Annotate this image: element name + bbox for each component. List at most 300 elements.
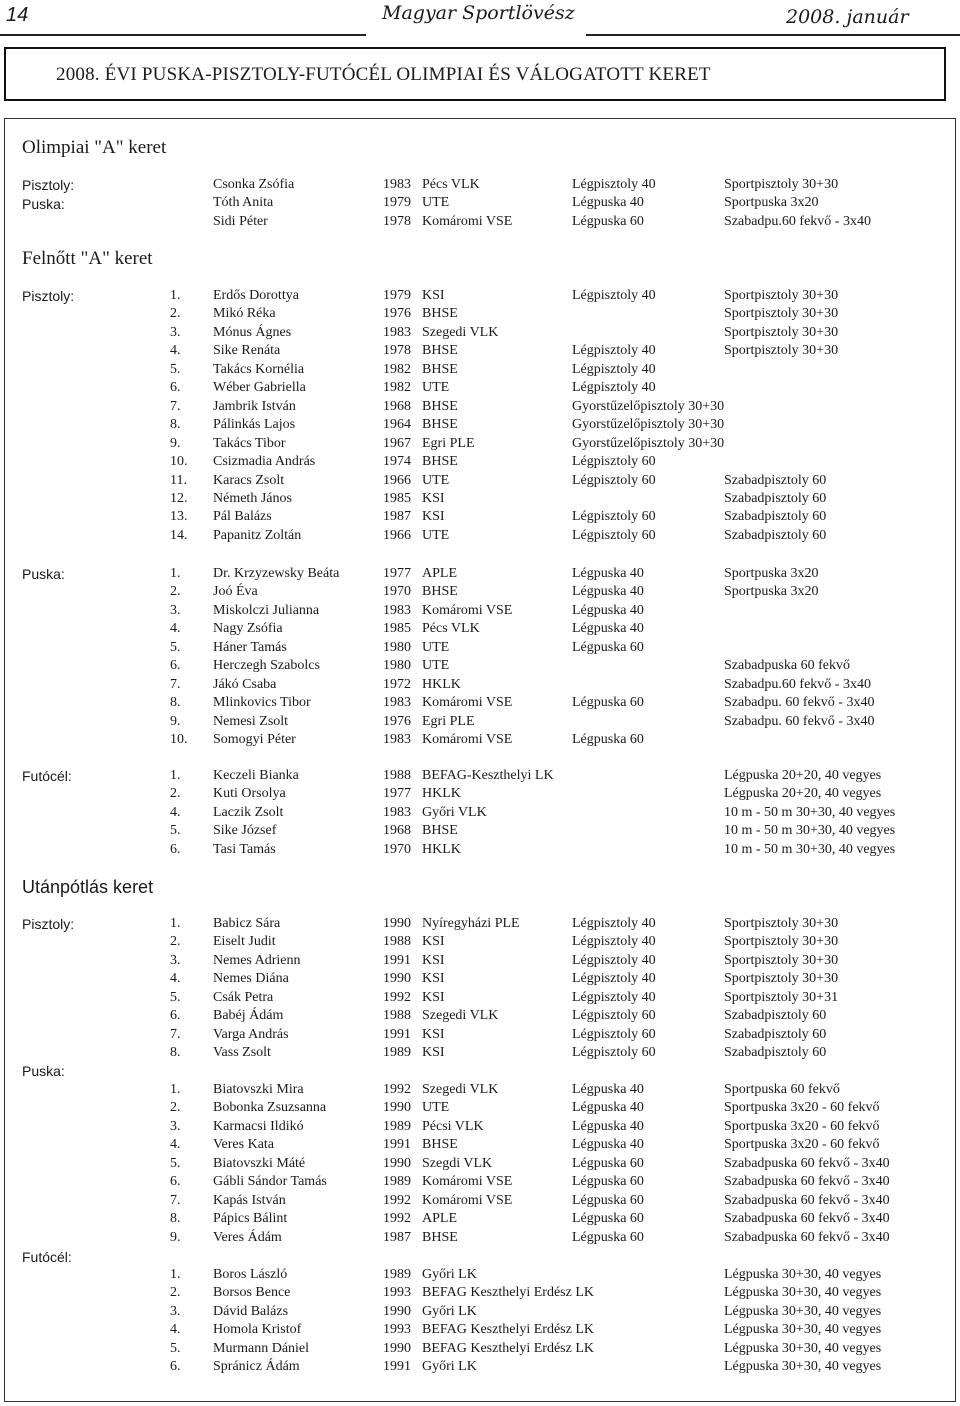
club-name: Pécs VLK <box>422 621 480 637</box>
athlete-name: Dr. Krzyzewsky Beáta <box>213 566 340 581</box>
event-secondary: Szabadpuska 60 fekvő - 3x40 <box>724 1192 890 1208</box>
club-name: Szegedi VLK <box>422 1082 499 1097</box>
athlete-name: Németh János <box>213 490 292 506</box>
birth-year: 1989 <box>383 1045 411 1061</box>
birth-year: 1991 <box>383 1026 411 1042</box>
event-secondary: Sportpuska 60 fekvő <box>724 1082 840 1097</box>
event-secondary: Sportpisztoly 30+30 <box>724 971 839 987</box>
athlete-name: Dávid Balázs <box>213 1303 289 1319</box>
magazine-title: Magyar Sportlövész <box>382 2 575 24</box>
event-secondary: Sportpisztoly 30+30 <box>724 324 839 340</box>
birth-year: 1966 <box>383 527 411 543</box>
athlete-name: Laczik Zsolt <box>213 804 284 820</box>
category-label: Pisztoly: <box>22 288 75 304</box>
birth-year: 1979 <box>383 195 411 211</box>
event-secondary: Légpuska 20+20, 40 vegyes <box>724 768 882 783</box>
birth-year: 1990 <box>383 1155 411 1171</box>
event-secondary: Sportpisztoly 30+30 <box>724 916 839 931</box>
birth-year: 1983 <box>383 177 411 192</box>
club-name: KSI <box>422 971 445 987</box>
row-number: 3. <box>170 324 181 340</box>
row-number: 7. <box>170 398 181 414</box>
row-number: 14. <box>170 527 188 543</box>
event-primary: Légpisztoly 60 <box>572 509 656 525</box>
event-secondary: Szabadpuska 60 fekvő - 3x40 <box>724 1155 890 1171</box>
table-row <box>0 1137 960 1155</box>
table-row <box>0 640 960 658</box>
club-name: Szegdi VLK <box>422 1155 493 1171</box>
athlete-name: Gábli Sándor Tamás <box>213 1174 327 1190</box>
table-row <box>0 990 960 1008</box>
club-name: BHSE <box>422 343 458 359</box>
event-secondary: Sportpisztoly 30+30 <box>724 177 839 192</box>
page-title: 2008. ÉVI PUSKA-PISZTOLY-FUTÓCÉL OLIMPIAI ÉS VÁLOGATOTT KERET <box>56 64 711 85</box>
athlete-name: Karacs Zsolt <box>213 472 285 488</box>
table-row <box>0 934 960 952</box>
row-number: 8. <box>170 1211 181 1227</box>
club-name: APLE <box>422 566 457 581</box>
table-row <box>0 436 960 454</box>
event-primary: Légpuska 40 <box>572 1137 644 1153</box>
row-number: 6. <box>170 841 181 857</box>
club-name: Komáromi VSE <box>422 732 513 748</box>
event-primary: Légpuska 60 <box>572 1192 644 1208</box>
row-number: 1. <box>170 1082 181 1097</box>
club-name: Pécs VLK <box>422 177 480 192</box>
event-secondary: Sportpisztoly 30+30 <box>724 288 839 303</box>
table-row <box>0 1285 960 1303</box>
athlete-name: Varga András <box>213 1026 289 1042</box>
table-row <box>0 380 960 398</box>
athlete-name: Tóth Anita <box>213 195 274 211</box>
row-number: 7. <box>170 1192 181 1208</box>
athlete-name: Mónus Ágnes <box>213 324 292 340</box>
table-row <box>0 1045 960 1063</box>
event-primary: Légpisztoly 60 <box>572 1045 656 1061</box>
athlete-name: Háner Tamás <box>213 639 287 655</box>
birth-year: 1988 <box>383 934 411 950</box>
club-name: KSI <box>422 509 445 525</box>
row-number: 6. <box>170 1008 181 1024</box>
event-primary: Légpisztoly 60 <box>572 1026 656 1042</box>
birth-year: 1991 <box>383 952 411 968</box>
birth-year: 1978 <box>383 213 411 229</box>
table-row <box>0 1267 960 1285</box>
athlete-name: Mikó Réka <box>213 306 276 322</box>
row-number: 5. <box>170 639 181 655</box>
club-name: Győri LK <box>422 1267 477 1282</box>
athlete-name: Takács Tibor <box>213 435 286 451</box>
row-number: 8. <box>170 417 181 433</box>
table-row <box>0 1322 960 1340</box>
row-number: 5. <box>170 1340 181 1356</box>
row-number: 4. <box>170 1137 181 1153</box>
row-number: 6. <box>170 658 181 674</box>
row-number: 10. <box>170 454 188 470</box>
athlete-name: Nemes Adrienn <box>213 952 301 968</box>
birth-year: 1966 <box>383 472 411 488</box>
birth-year: 1972 <box>383 676 411 692</box>
table-row <box>0 658 960 676</box>
birth-year: 1980 <box>383 639 411 655</box>
row-number: 5. <box>170 361 181 377</box>
table-row <box>0 1304 960 1322</box>
event-secondary: Szabadpu.60 fekvő - 3x40 <box>724 676 871 692</box>
event-secondary: Szabadpisztoly 60 <box>724 490 827 506</box>
club-name: Nyíregyházi PLE <box>422 916 520 931</box>
event-secondary: Sportpisztoly 30+30 <box>724 952 839 968</box>
category-label: Puska: <box>22 196 65 212</box>
event-primary: Légpuska 40 <box>572 1082 644 1097</box>
table-row <box>0 325 960 343</box>
table-row <box>0 1211 960 1229</box>
birth-year: 1970 <box>383 841 411 857</box>
club-name: APLE <box>422 1211 457 1227</box>
event-secondary: Légpuska 30+30, 40 vegyes <box>724 1285 882 1301</box>
event-secondary: 10 m - 50 m 30+30, 40 vegyes <box>724 823 896 839</box>
table-row <box>0 214 960 232</box>
birth-year: 1993 <box>383 1285 411 1301</box>
table-row <box>0 768 960 786</box>
club-name: BHSE <box>422 1229 458 1245</box>
athlete-name: Erdős Dorottya <box>213 288 299 303</box>
event-secondary: Szabadpu. 60 fekvő - 3x40 <box>724 713 875 729</box>
row-number: 5. <box>170 823 181 839</box>
club-name: Komáromi VSE <box>422 1174 513 1190</box>
row-number: 9. <box>170 1229 181 1245</box>
club-name: KSI <box>422 288 445 303</box>
page-header <box>0 0 960 40</box>
event-secondary: Sportpuska 3x20 - 60 fekvő <box>724 1118 880 1134</box>
table-row <box>0 621 960 639</box>
event-secondary: Sportpuska 3x20 <box>724 584 819 600</box>
club-name: Győri VLK <box>422 804 487 820</box>
table-row <box>0 566 960 584</box>
athlete-name: Sike József <box>213 823 277 839</box>
event-primary: Légpuska 40 <box>572 602 644 618</box>
birth-year: 1983 <box>383 695 411 711</box>
event-secondary: Szabadpuska 60 fekvő <box>724 658 850 674</box>
event-secondary: Sportpuska 3x20 <box>724 195 819 211</box>
event-primary: Légpuska 40 <box>572 621 644 637</box>
event-primary: Légpuska 60 <box>572 1229 644 1245</box>
table-row <box>0 1156 960 1174</box>
event-secondary: Sportpisztoly 30+30 <box>724 934 839 950</box>
athlete-name: Borsos Bence <box>213 1285 291 1301</box>
event-secondary: Szabadpuska 60 fekvő - 3x40 <box>724 1211 890 1227</box>
birth-year: 1982 <box>383 380 411 396</box>
row-number: 2. <box>170 934 181 950</box>
row-number: 6. <box>170 380 181 396</box>
club-name: UTE <box>422 195 450 211</box>
event-primary: Légpuska 60 <box>572 1174 644 1190</box>
athlete-name: Pálinkás Lajos <box>213 417 296 433</box>
table-row <box>0 714 960 732</box>
page-number: 14 <box>6 4 29 26</box>
row-number: 4. <box>170 971 181 987</box>
athlete-name: Pápics Bálint <box>213 1211 288 1227</box>
table-row <box>0 177 960 195</box>
event-primary: Légpisztoly 40 <box>572 916 656 931</box>
table-row <box>0 1230 960 1248</box>
table-row <box>0 786 960 804</box>
event-primary: Légpuska 60 <box>572 732 644 748</box>
row-number: 9. <box>170 713 181 729</box>
row-number: 12. <box>170 490 188 506</box>
event-primary: Légpisztoly 60 <box>572 1008 656 1024</box>
category-label: Pisztoly: <box>22 916 75 932</box>
birth-year: 1990 <box>383 971 411 987</box>
row-number: 2. <box>170 306 181 322</box>
birth-year: 1974 <box>383 454 411 470</box>
table-row <box>0 1341 960 1359</box>
club-name: Szegedi VLK <box>422 324 499 340</box>
row-number: 5. <box>170 989 181 1005</box>
row-number: 2. <box>170 1100 181 1116</box>
row-number: 13. <box>170 509 188 525</box>
table-row <box>0 584 960 602</box>
birth-year: 1989 <box>383 1118 411 1134</box>
birth-year: 1967 <box>383 435 411 451</box>
athlete-name: Joó Éva <box>213 584 258 600</box>
athlete-name: Herczegh Szabolcs <box>213 658 320 674</box>
club-name: BHSE <box>422 398 458 414</box>
event-primary: Légpuska 40 <box>572 195 644 211</box>
row-number: 6. <box>170 1359 181 1375</box>
row-number: 4. <box>170 621 181 637</box>
birth-year: 1982 <box>383 361 411 377</box>
event-secondary: Sportpuska 3x20 - 60 fekvő <box>724 1100 880 1116</box>
birth-year: 1985 <box>383 621 411 637</box>
birth-year: 1976 <box>383 713 411 729</box>
club-name: BHSE <box>422 417 458 433</box>
event-primary: Gyorstűzelőpisztoly 30+30 <box>572 435 725 451</box>
birth-year: 1980 <box>383 658 411 674</box>
athlete-name: Bobonka Zsuzsanna <box>213 1100 327 1116</box>
athlete-name: Veres Ádám <box>213 1229 282 1245</box>
athlete-name: Babéj Ádám <box>213 1008 284 1024</box>
row-number: 3. <box>170 1303 181 1319</box>
table-row <box>0 603 960 621</box>
club-name: Győri LK <box>422 1303 477 1319</box>
birth-year: 1983 <box>383 602 411 618</box>
table-row <box>0 1193 960 1211</box>
event-secondary: Szabadpuska 60 fekvő - 3x40 <box>724 1229 890 1245</box>
birth-year: 1985 <box>383 490 411 506</box>
table-row <box>0 195 960 213</box>
row-number: 7. <box>170 676 181 692</box>
club-name: BEFAG Keszthelyi Erdész LK <box>422 1340 594 1356</box>
event-primary: Légpisztoly 40 <box>572 361 656 377</box>
section-title-felnott: Felnőtt "A" keret <box>22 248 153 269</box>
birth-year: 1991 <box>383 1359 411 1375</box>
table-row <box>0 1100 960 1118</box>
birth-year: 1992 <box>383 1211 411 1227</box>
club-name: UTE <box>422 527 450 543</box>
event-primary: Légpisztoly 40 <box>572 934 656 950</box>
table-row <box>0 454 960 472</box>
athlete-name: Pál Balázs <box>213 509 272 525</box>
birth-year: 1977 <box>383 566 411 581</box>
event-secondary: Légpuska 30+30, 40 vegyes <box>724 1303 882 1319</box>
table-row <box>0 1119 960 1137</box>
section-title-olimpiai: Olimpiai "A" keret <box>22 137 167 158</box>
athlete-name: Spránicz Ádám <box>213 1359 300 1375</box>
club-name: BHSE <box>422 584 458 600</box>
club-name: KSI <box>422 934 445 950</box>
birth-year: 1990 <box>383 916 411 931</box>
athlete-name: Sike Renáta <box>213 343 281 359</box>
athlete-name: Miskolczi Julianna <box>213 602 320 618</box>
athlete-name: Jambrik István <box>213 398 296 414</box>
athlete-name: Nemes Diána <box>213 971 289 987</box>
athlete-name: Csizmadia András <box>213 454 316 470</box>
club-name: BEFAG Keszthelyi Erdész LK <box>422 1322 594 1338</box>
event-secondary: Sportpisztoly 30+30 <box>724 343 839 359</box>
category-label: Futócél: <box>22 1249 72 1265</box>
row-number: 1. <box>170 916 181 931</box>
athlete-name: Biatovszki Máté <box>213 1155 306 1171</box>
birth-year: 1993 <box>383 1322 411 1338</box>
event-primary: Légpuska 60 <box>572 213 644 229</box>
birth-year: 1979 <box>383 288 411 303</box>
birth-year: 1990 <box>383 1303 411 1319</box>
header-rule-left <box>0 34 366 36</box>
club-name: BHSE <box>422 1137 458 1153</box>
event-secondary: Szabadpisztoly 60 <box>724 527 827 543</box>
club-name: Komáromi VSE <box>422 1192 513 1208</box>
table-row <box>0 473 960 491</box>
table-row <box>0 732 960 750</box>
club-name: HKLK <box>422 841 461 857</box>
athlete-name: Jákó Csaba <box>213 676 277 692</box>
club-name: HKLK <box>422 676 461 692</box>
row-number: 3. <box>170 952 181 968</box>
club-name: KSI <box>422 1026 445 1042</box>
athlete-name: Sidi Péter <box>213 213 268 229</box>
row-number: 2. <box>170 584 181 600</box>
event-primary: Légpuska 40 <box>572 1118 644 1134</box>
athlete-name: Wéber Gabriella <box>213 380 306 396</box>
table-row <box>0 1359 960 1377</box>
event-primary: Légpisztoly 60 <box>572 527 656 543</box>
event-secondary: Szabadpuska 60 fekvő - 3x40 <box>724 1174 890 1190</box>
club-name: HKLK <box>422 786 461 802</box>
table-row <box>0 695 960 713</box>
club-name: Komáromi VSE <box>422 602 513 618</box>
birth-year: 1989 <box>383 1267 411 1282</box>
event-secondary: Szabadpisztoly 60 <box>724 472 827 488</box>
section-title-utanpotlas: Utánpótlás keret <box>22 877 154 897</box>
birth-year: 1987 <box>383 509 411 525</box>
row-number: 10. <box>170 732 188 748</box>
athlete-name: Kapás István <box>213 1192 286 1208</box>
birth-year: 1978 <box>383 343 411 359</box>
event-primary: Légpuska 60 <box>572 1211 644 1227</box>
birth-year: 1977 <box>383 786 411 802</box>
club-name: BEFAG-Keszthelyi LK <box>422 768 554 783</box>
birth-year: 1964 <box>383 417 411 433</box>
table-row <box>0 805 960 823</box>
row-number: 6. <box>170 1174 181 1190</box>
event-secondary: Szabadpisztoly 60 <box>724 509 827 525</box>
birth-year: 1988 <box>383 768 411 783</box>
table-row <box>0 971 960 989</box>
table-row <box>0 399 960 417</box>
birth-year: 1992 <box>383 1192 411 1208</box>
title-box <box>4 47 946 101</box>
athlete-name: Kuti Orsolya <box>213 786 286 802</box>
birth-year: 1990 <box>383 1100 411 1116</box>
header-rule-right <box>586 34 960 36</box>
event-primary: Gyorstűzelőpisztoly 30+30 <box>572 417 725 433</box>
birth-year: 1983 <box>383 804 411 820</box>
club-name: Győri LK <box>422 1359 477 1375</box>
event-secondary: Szabadpisztoly 60 <box>724 1008 827 1024</box>
athlete-name: Biatovszki Mira <box>213 1082 304 1097</box>
athlete-name: Boros László <box>213 1267 288 1282</box>
table-row <box>0 417 960 435</box>
row-number: 1. <box>170 288 181 303</box>
row-number: 9. <box>170 435 181 451</box>
category-label: Pisztoly: <box>22 177 75 193</box>
athlete-name: Eiselt Judit <box>213 934 276 950</box>
event-secondary: Szabadpisztoly 60 <box>724 1026 827 1042</box>
event-secondary: Sportpisztoly 30+31 <box>724 989 839 1005</box>
table-row <box>0 362 960 380</box>
club-name: KSI <box>422 989 445 1005</box>
table-row <box>0 509 960 527</box>
table-row <box>0 953 960 971</box>
row-number: 1. <box>170 1267 181 1282</box>
table-row <box>0 306 960 324</box>
row-number: 4. <box>170 343 181 359</box>
club-name: Egri PLE <box>422 435 475 451</box>
row-number: 8. <box>170 695 181 711</box>
table-row <box>0 1082 960 1100</box>
event-primary: Légpuska 40 <box>572 584 644 600</box>
row-number: 2. <box>170 786 181 802</box>
category-label: Puska: <box>22 566 65 582</box>
table-row <box>0 1174 960 1192</box>
event-secondary: Szabadpu. 60 fekvő - 3x40 <box>724 695 875 711</box>
row-number: 4. <box>170 804 181 820</box>
athlete-name: Murmann Dániel <box>213 1340 310 1356</box>
athlete-name: Somogyi Péter <box>213 732 296 748</box>
event-primary: Légpisztoly 40 <box>572 971 656 987</box>
birth-year: 1983 <box>383 732 411 748</box>
birth-year: 1983 <box>383 324 411 340</box>
club-name: BHSE <box>422 306 458 322</box>
table-row <box>0 842 960 860</box>
event-secondary: Sportpuska 3x20 - 60 fekvő <box>724 1137 880 1153</box>
birth-year: 1991 <box>383 1137 411 1153</box>
row-number: 8. <box>170 1045 181 1061</box>
club-name: UTE <box>422 658 450 674</box>
event-secondary: 10 m - 50 m 30+30, 40 vegyes <box>724 804 896 820</box>
club-name: KSI <box>422 490 445 506</box>
table-row <box>0 528 960 546</box>
table-row <box>0 1027 960 1045</box>
event-primary: Légpisztoly 60 <box>572 472 656 488</box>
club-name: KSI <box>422 1045 445 1061</box>
club-name: Komáromi VSE <box>422 695 513 711</box>
category-label: Puska: <box>22 1063 65 1079</box>
athlete-name: Karmacsi Ildikó <box>213 1118 304 1134</box>
athlete-name: Keczeli Bianka <box>213 768 299 783</box>
athlete-name: Babicz Sára <box>213 916 281 931</box>
athlete-name: Papanitz Zoltán <box>213 527 302 543</box>
